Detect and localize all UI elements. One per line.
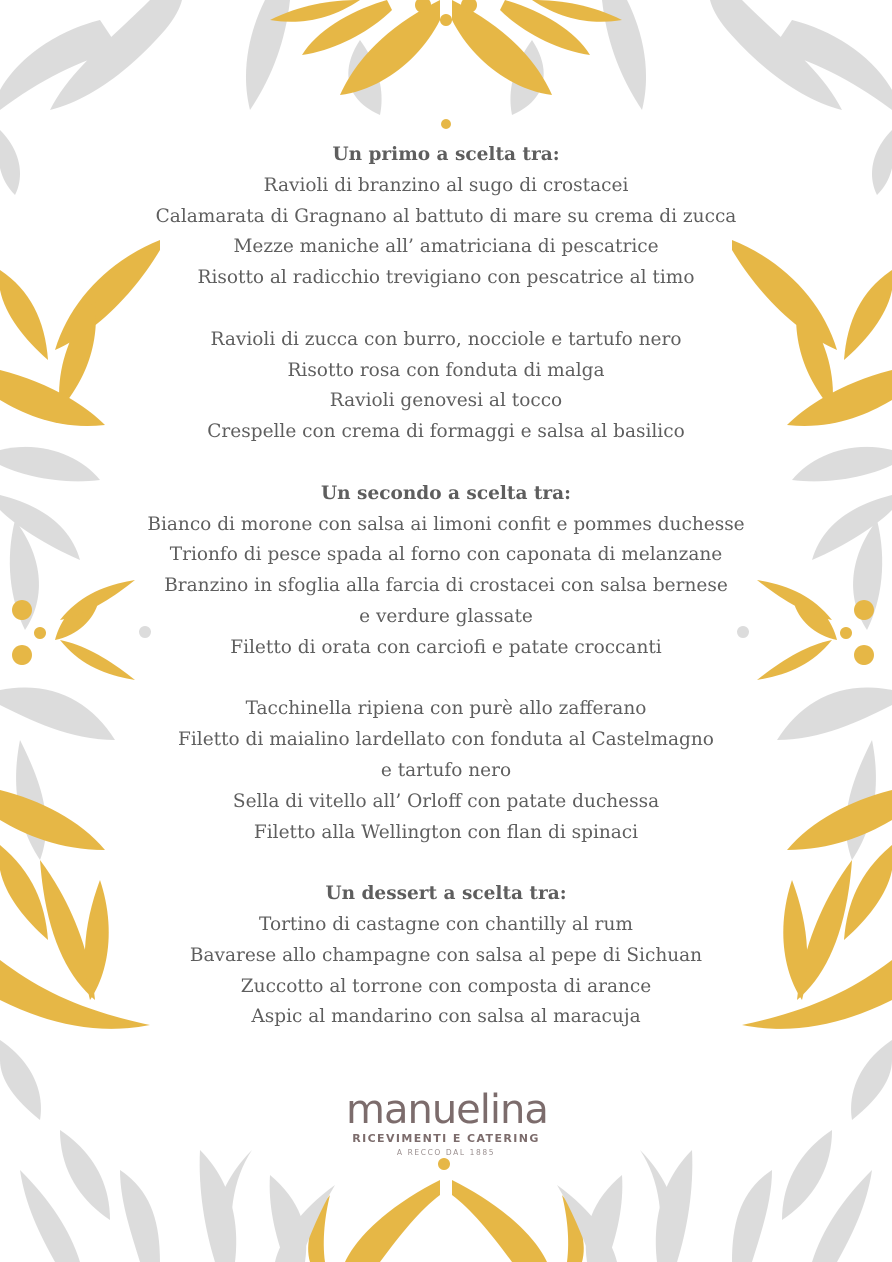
menu-dish: Risotto al radicchio trevigiano con pescatrice al timo <box>197 267 695 289</box>
menu-list <box>120 140 772 1033</box>
menu-dish: Filetto alla Wellington con flan di spinaci <box>253 821 639 843</box>
section-spacer <box>120 294 772 325</box>
menu-section-heading: Un primo a scelta tra: <box>332 144 560 165</box>
section-spacer <box>120 848 772 879</box>
menu-dish: Crespelle con crema di formaggi e salsa al basilico <box>207 421 685 443</box>
menu-dish: Sella di vitello all’ Orloff con patate duchessa <box>232 790 660 812</box>
menu-dish: Ravioli di zucca con burro, nocciole e tartufo nero <box>210 328 682 350</box>
bottom-gold-flourish <box>308 1158 584 1262</box>
menu-dish: Ravioli di branzino al sugo di crostacei <box>263 174 629 196</box>
menu-dish: Calamarata di Gragnano al battuto di mare su crema di zucca <box>155 205 737 227</box>
menu-dish: Bianco di morone con salsa ai limoni confit e pommes duchesse <box>147 513 745 535</box>
menu-dish: e tartufo nero <box>380 759 512 781</box>
section-spacer <box>120 664 772 695</box>
menu-dish: Zuccotto al torrone con composta di arance <box>240 975 652 997</box>
menu-dish: Tortino di castagne con chantilly al rum <box>259 913 633 935</box>
logo-since: A RECCO DAL 1885 <box>396 1148 496 1157</box>
menu-dish: Bavarese allo champagne con salsa al pepe di Sichuan <box>189 944 703 966</box>
menu-dish: Filetto di orata con carciofi e patate croccanti <box>230 636 662 658</box>
menu-dish: Branzino in sfoglia alla farcia di crostacei con salsa bernese <box>164 575 728 597</box>
section-spacer <box>120 448 772 479</box>
menu-dish: Trionfo di pesce spada al forno con caponata di melanzane <box>169 544 723 566</box>
brand-logo <box>346 1088 546 1157</box>
menu-dish: e verdure glassate <box>359 605 533 627</box>
top-gold-flourish <box>270 0 622 129</box>
menu-section-heading: Un secondo a scelta tra: <box>321 482 571 504</box>
logo-wordmark: manuelina <box>346 1087 548 1133</box>
menu-dish: Risotto rosa con fonduta di malga <box>287 359 605 381</box>
menu-dish: Aspic al mandarino con salsa al maracuja <box>251 1006 641 1028</box>
menu-dish: Mezze maniche all’ amatriciana di pescatrice <box>233 236 659 258</box>
menu-dish: Filetto di maialino lardellato con fonduta al Castelmagno <box>178 729 714 751</box>
menu-dish: Tacchinella ripiena con purè allo zafferano <box>245 698 647 720</box>
menu-dish: Ravioli genovesi al tocco <box>329 390 563 412</box>
menu-section-heading: Un dessert a scelta tra: <box>325 883 567 905</box>
logo-tagline: RICEVIMENTI E CATERING <box>352 1132 540 1145</box>
